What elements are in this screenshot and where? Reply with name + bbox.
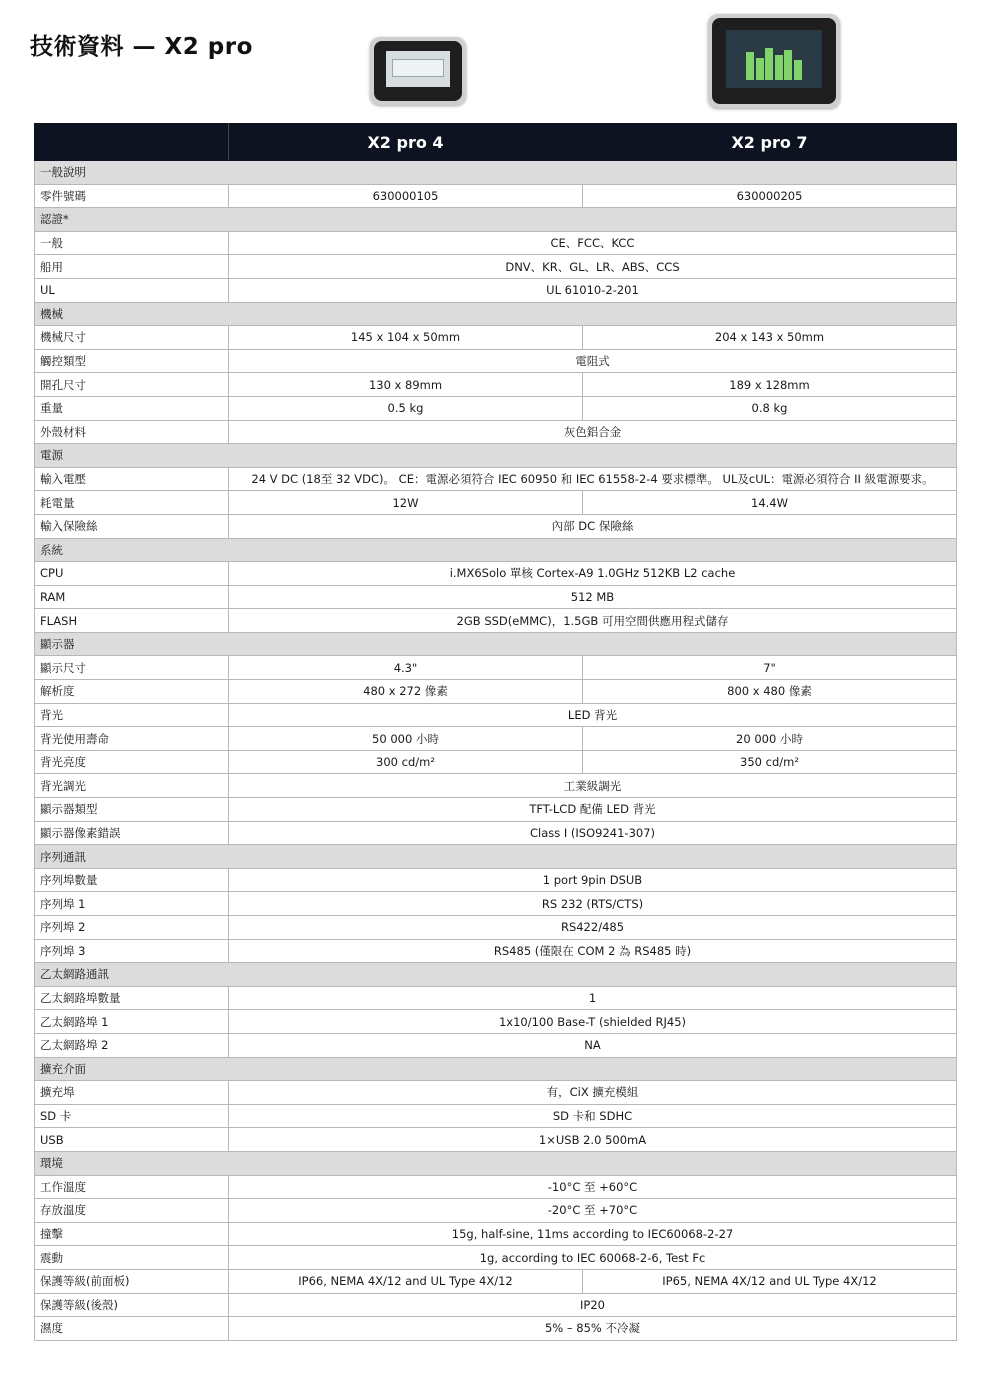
spec-label: 保護等級(後殼) xyxy=(35,1293,229,1317)
section-header-row xyxy=(35,302,957,326)
spec-value-x2-pro-7: 350 cd/m² xyxy=(583,750,957,774)
spec-value-x2-pro-7: 20 000 小時 xyxy=(583,727,957,751)
spec-label: 背光調光 xyxy=(35,774,229,798)
spec-value-shared: i.MX6Solo 單核 Cortex-A9 1.0GHz 512KB L2 cache xyxy=(229,562,957,586)
spec-table xyxy=(34,123,957,1341)
spec-label: 擴充埠 xyxy=(35,1081,229,1105)
spec-row xyxy=(35,1033,957,1057)
spec-value-x2-pro-7: IP65, NEMA 4X/12 and UL Type 4X/12 xyxy=(583,1269,957,1293)
spec-row xyxy=(35,1317,957,1341)
spec-label: 序列埠 3 xyxy=(35,939,229,963)
spec-label: 外殼材料 xyxy=(35,420,229,444)
spec-row xyxy=(35,255,957,279)
section-title: 系統 xyxy=(35,538,957,562)
section-header-row xyxy=(35,963,957,987)
spec-value-x2-pro-4: 0.5 kg xyxy=(229,396,583,420)
spec-value-shared: 1g, according to IEC 60068-2-6, Test Fc xyxy=(229,1246,957,1270)
spec-value-x2-pro-7: 189 x 128mm xyxy=(583,373,957,397)
spec-row xyxy=(35,986,957,1010)
spec-label: 顯示器類型 xyxy=(35,798,229,822)
device-screen xyxy=(386,51,450,87)
section-header-row xyxy=(35,444,957,468)
device-bezel xyxy=(374,41,462,101)
page-title: 技術資料 — X2 pro xyxy=(30,34,253,60)
section-title: 擴充介面 xyxy=(35,1057,957,1081)
spec-value-shared: CE、FCC、KCC xyxy=(229,231,957,255)
spec-value-x2-pro-4: 12W xyxy=(229,491,583,515)
spec-value-shared: SD 卡和 SDHC xyxy=(229,1104,957,1128)
spec-label: 撞擊 xyxy=(35,1222,229,1246)
spec-row xyxy=(35,1010,957,1034)
spec-row xyxy=(35,868,957,892)
spec-label: 工作溫度 xyxy=(35,1175,229,1199)
spec-value-x2-pro-7: 204 x 143 x 50mm xyxy=(583,326,957,350)
spec-label: 顯示尺寸 xyxy=(35,656,229,680)
spec-row xyxy=(35,396,957,420)
spec-row xyxy=(35,278,957,302)
spec-value-x2-pro-7: 14.4W xyxy=(583,491,957,515)
spec-row xyxy=(35,1128,957,1152)
spec-value-x2-pro-4: 480 x 272 像素 xyxy=(229,680,583,704)
spec-value-x2-pro-7: 630000205 xyxy=(583,184,957,208)
spec-value-shared: DNV、KR、GL、LR、ABS、CCS xyxy=(229,255,957,279)
spec-value-shared: -20°C 至 +70°C xyxy=(229,1199,957,1223)
spec-value-x2-pro-4: 4.3" xyxy=(229,656,583,680)
device-screen xyxy=(726,30,822,88)
spec-value-x2-pro-4: 145 x 104 x 50mm xyxy=(229,326,583,350)
spec-value-shared: 內部 DC 保險絲 xyxy=(229,514,957,538)
spec-row xyxy=(35,420,957,444)
spec-value-shared: 有，CiX 擴充模組 xyxy=(229,1081,957,1105)
spec-value-x2-pro-4: 630000105 xyxy=(229,184,583,208)
spec-row xyxy=(35,821,957,845)
spec-label: 顯示器像素錯誤 xyxy=(35,821,229,845)
spec-value-shared: RS422/485 xyxy=(229,916,957,940)
section-title: 機械 xyxy=(35,302,957,326)
spec-label: USB xyxy=(35,1128,229,1152)
header-x2-pro-7: X2 pro 7 xyxy=(583,124,957,161)
section-title: 序列通訊 xyxy=(35,845,957,869)
section-header-row xyxy=(35,1151,957,1175)
spec-row xyxy=(35,349,957,373)
spec-label: 零件號碼 xyxy=(35,184,229,208)
spec-label: UL xyxy=(35,278,229,302)
spec-label: 輸入電壓 xyxy=(35,467,229,491)
section-title: 電源 xyxy=(35,444,957,468)
spec-label: 背光使用壽命 xyxy=(35,727,229,751)
spec-label: 震動 xyxy=(35,1246,229,1270)
spec-value-x2-pro-4: 50 000 小時 xyxy=(229,727,583,751)
spec-row xyxy=(35,750,957,774)
spec-value-shared: TFT-LCD 配備 LED 背光 xyxy=(229,798,957,822)
spec-value-shared: NA xyxy=(229,1033,957,1057)
spec-value-shared: 2GB SSD(eMMC)，1.5GB 可用空間供應用程式儲存 xyxy=(229,609,957,633)
spec-row xyxy=(35,727,957,751)
spec-row xyxy=(35,892,957,916)
spec-row xyxy=(35,184,957,208)
section-title: 環境 xyxy=(35,1151,957,1175)
spec-row xyxy=(35,680,957,704)
spec-value-shared: 24 V DC (18至 32 VDC)。 CE：電源必須符合 IEC 60950 和 IEC 61558-2-4 要求標準。 UL及cUL：電源必須符合 II 級電源要求。 xyxy=(229,467,957,491)
spec-label: 乙太網路埠數量 xyxy=(35,986,229,1010)
spec-label: SD 卡 xyxy=(35,1104,229,1128)
spec-value-shared: -10°C 至 +60°C xyxy=(229,1175,957,1199)
spec-label: 背光亮度 xyxy=(35,750,229,774)
spec-row xyxy=(35,798,957,822)
spec-label: 一般 xyxy=(35,231,229,255)
spec-label: 機械尺寸 xyxy=(35,326,229,350)
spec-value-shared: IP20 xyxy=(229,1293,957,1317)
spec-label: CPU xyxy=(35,562,229,586)
spec-value-shared: RS 232 (RTS/CTS) xyxy=(229,892,957,916)
spec-table-header xyxy=(35,124,957,161)
spec-row xyxy=(35,467,957,491)
section-header-row xyxy=(35,538,957,562)
x2-pro-7-device-image xyxy=(708,14,840,108)
section-header-row xyxy=(35,845,957,869)
spec-row xyxy=(35,916,957,940)
spec-value-x2-pro-4: IP66, NEMA 4X/12 and UL Type 4X/12 xyxy=(229,1269,583,1293)
spec-label: 開孔尺寸 xyxy=(35,373,229,397)
spec-value-x2-pro-7: 7" xyxy=(583,656,957,680)
section-title: 顯示器 xyxy=(35,632,957,656)
header-blank-cell xyxy=(35,124,229,161)
spec-row xyxy=(35,514,957,538)
spec-value-shared: 1 xyxy=(229,986,957,1010)
spec-row xyxy=(35,1104,957,1128)
spec-value-shared: 工業級調光 xyxy=(229,774,957,798)
spec-row xyxy=(35,1246,957,1270)
spec-value-shared: LED 背光 xyxy=(229,703,957,727)
spec-row xyxy=(35,585,957,609)
spec-row xyxy=(35,373,957,397)
section-title: 認證* xyxy=(35,208,957,232)
spec-row xyxy=(35,1293,957,1317)
spec-row xyxy=(35,231,957,255)
spec-label: 乙太網路埠 1 xyxy=(35,1010,229,1034)
section-header-row xyxy=(35,161,957,185)
spec-value-x2-pro-7: 800 x 480 像素 xyxy=(583,680,957,704)
spec-value-shared: RS485 (僅限在 COM 2 為 RS485 時) xyxy=(229,939,957,963)
spec-row xyxy=(35,1222,957,1246)
spec-row xyxy=(35,1199,957,1223)
spec-row xyxy=(35,1269,957,1293)
spec-value-shared: UL 61010-2-201 xyxy=(229,278,957,302)
spec-row xyxy=(35,609,957,633)
spec-label: 重量 xyxy=(35,396,229,420)
spec-label: 序列埠 1 xyxy=(35,892,229,916)
section-header-row xyxy=(35,208,957,232)
section-title: 一般說明 xyxy=(35,161,957,185)
header-x2-pro-4: X2 pro 4 xyxy=(229,124,583,161)
x2-pro-4-device-image xyxy=(370,37,466,105)
spec-label: 觸控類型 xyxy=(35,349,229,373)
spec-value-shared: 5% – 85% 不冷凝 xyxy=(229,1317,957,1341)
spec-row xyxy=(35,1081,957,1105)
spec-row xyxy=(35,491,957,515)
spec-label: 船用 xyxy=(35,255,229,279)
spec-row xyxy=(35,562,957,586)
device-bezel xyxy=(712,18,836,104)
spec-label: 耗電量 xyxy=(35,491,229,515)
bar-gauge-icon xyxy=(746,40,802,80)
spec-value-shared: 512 MB xyxy=(229,585,957,609)
spec-value-shared: 灰色鋁合金 xyxy=(229,420,957,444)
spec-row xyxy=(35,774,957,798)
section-title: 乙太網路通訊 xyxy=(35,963,957,987)
spec-row xyxy=(35,1175,957,1199)
spec-value-shared: Class I (ISO9241-307) xyxy=(229,821,957,845)
spec-value-shared: 1×USB 2.0 500mA xyxy=(229,1128,957,1152)
spec-value-shared: 1 port 9pin DSUB xyxy=(229,868,957,892)
spec-table-body xyxy=(35,161,957,1341)
spec-row xyxy=(35,656,957,680)
spec-row xyxy=(35,939,957,963)
spec-label: 序列埠數量 xyxy=(35,868,229,892)
section-header-row xyxy=(35,632,957,656)
spec-label: RAM xyxy=(35,585,229,609)
spec-row xyxy=(35,703,957,727)
spec-value-shared: 15g, half-sine, 11ms according to IEC60068-2-27 xyxy=(229,1222,957,1246)
spec-value-shared: 電阻式 xyxy=(229,349,957,373)
spec-value-x2-pro-4: 300 cd/m² xyxy=(229,750,583,774)
spec-label: 背光 xyxy=(35,703,229,727)
spec-row xyxy=(35,326,957,350)
spec-value-x2-pro-7: 0.8 kg xyxy=(583,396,957,420)
spec-label: FLASH xyxy=(35,609,229,633)
section-header-row xyxy=(35,1057,957,1081)
spec-value-shared: 1x10/100 Base-T (shielded RJ45) xyxy=(229,1010,957,1034)
trend-graph-icon xyxy=(392,59,444,77)
spec-label: 輸入保險絲 xyxy=(35,514,229,538)
spec-label: 序列埠 2 xyxy=(35,916,229,940)
spec-value-x2-pro-4: 130 x 89mm xyxy=(229,373,583,397)
spec-label: 乙太網路埠 2 xyxy=(35,1033,229,1057)
spec-label: 濕度 xyxy=(35,1317,229,1341)
spec-label: 存放溫度 xyxy=(35,1199,229,1223)
spec-label: 保護等級(前面板) xyxy=(35,1269,229,1293)
spec-label: 解析度 xyxy=(35,680,229,704)
